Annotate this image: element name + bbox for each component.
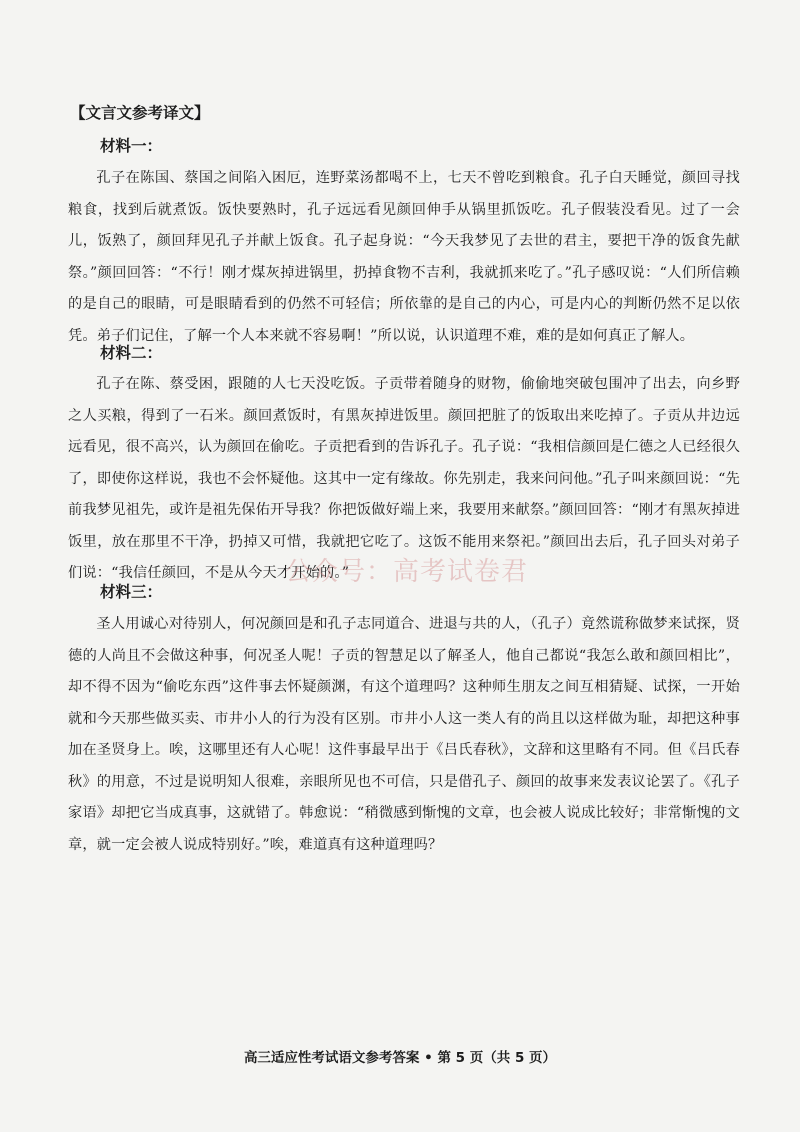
material-1-heading: 材料一： [100, 137, 163, 155]
material-3-paragraph: 圣人用诚心对待别人，何况颜回是和孔子志同道合、进退与共的人，（孔子）竟然谎称做梦来试探，贤德的人尚且不会做这种事，何况圣人呢！子贡的智慧足以了解圣人，他自己都说“我怎么敢和颜回相比”，却不得不因为“偷吃东西”这件事去怀疑颜渊，有这个道理吗？这种师生朋友之间互相猜疑、试探，一开始就和今天那些做买卖、市井小人的行为没有区别。市井小人这一类人有的尚且以这样做为耻，却把这种事加在圣贤身上。唉，这哪里还有人心呢！这件事最早出于《吕氏春秋》，文辞和这里略有不同。但《吕氏春秋》的用意，不过是说明知人很难，亲眼所见也不可信，只是借孔子、颜回的故事来发表议论罢了。《孔子家语》却把它当成真事，这就错了。韩愈说：“稍微感到惭愧的文章，也会被人说成比较好；非常惭愧的文章，就一定会被人说成特别好。”唉，难道真有这种道理吗？ [68, 616, 740, 853]
material-1-paragraph: 孔子在陈国、蔡国之间陷入困厄，连野菜汤都喝不上，七天不曾吃到粮食。孔子白天睡觉，颜回寻找粮食，找到后就煮饭。饭快要熟时，孔子远远看见颜回伸手从锅里抓饭吃。孔子假装没看见。过了一会儿，饭熟了，颜回拜见孔子并献上饭食。孔子起身说：“今天我梦见了去世的君主，要把干净的饭食先献祭。”颜回回答：“不行！刚才煤灰掉进锅里，扔掉食物不吉利，我就抓来吃了。”孔子感叹说：“人们所信赖的是自己的眼睛，可是眼睛看到的仍然不可轻信；所依靠的是自己的内心，可是内心的判断仍然不足以依凭。弟子们记住，了解一个人本来就不容易啊！”所以说，认识道理不难，难的是如何真正了解人。 [68, 170, 740, 344]
watermark-text: 公众号：高考试卷君 [285, 557, 529, 587]
material-2-heading: 材料二： [100, 344, 163, 362]
section-title: 【文言文参考译文】 [70, 104, 210, 122]
page-footer: 高三适应性考试语文参考答案 • 第 5 页（共 5 页） [243, 1050, 557, 1066]
material-3-heading: 材料三： [100, 583, 163, 601]
material-2-paragraph: 孔子在陈、蔡受困，跟随的人七天没吃饭。子贡带着随身的财物，偷偷地突破包围冲了出去，向乡野之人买粮，得到了一石米。颜回煮饭时，有黑灰掉进饭里。颜回把脏了的饭取出来吃掉了。子贡从井边远远看见，很不高兴，认为颜回在偷吃。子贡把看到的告诉孔子。孔子说：“我相信颜回是仁德之人已经很久了，即使你这样说，我也不会怀疑他。这其中一定有缘故。你先别走，我来问问他。”孔子叫来颜回说：“先前我梦见祖先，或许是祖先保佑开导我？你把饭做好端上来，我要用来献祭。”颜回回答：“刚才有黑灰掉进饭里，放在那里不干净，扔掉又可惜，我就把它吃了。这饭不能用来祭祀。”颜回出去后，孔子回头对弟子们说：“我信任颜回，不是从今天才开始的。” [68, 376, 740, 581]
